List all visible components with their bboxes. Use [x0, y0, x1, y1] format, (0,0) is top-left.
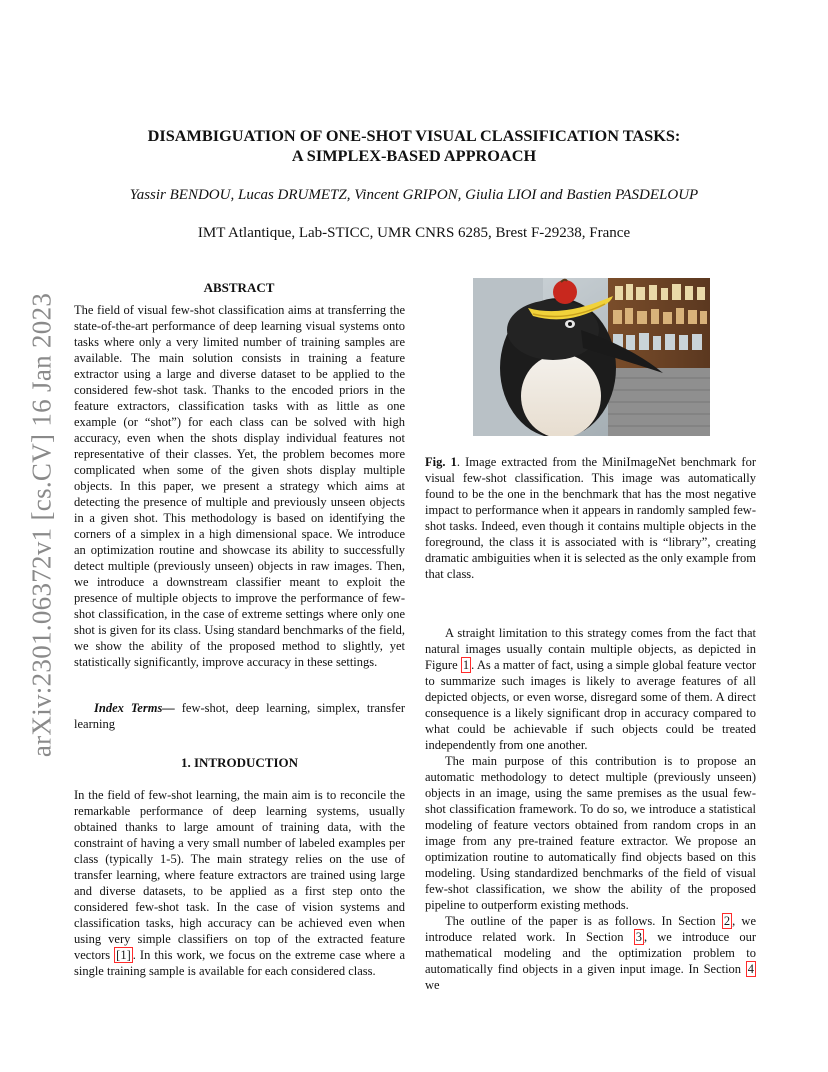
- arxiv-identifier: arXiv:2301.06372v1 [cs.CV] 16 Jan 2023: [26, 292, 57, 758]
- intro-text-a: In the field of few-shot learning, the main aim is to reconcile the remarkable performance of deep learning systems, usually obtained thanks to large amount of training data, with the constraint of having a very small number of labeled examples per class (typically 1-5). The main strategy relies on the use of transfer learning, where feature extractors are trained using large and diverse datasets, to be applied as a first step onto the considered few-shot task. In the case of vision systems and classification tasks, high accuracy can be achieved even when using very simple classifiers on top of the extracted feature vectors: [74, 788, 405, 962]
- section-ref-link-3[interactable]: 3: [635, 930, 642, 944]
- index-terms-text: few-shot, deep learning, simplex, transfer learning: [74, 701, 405, 731]
- right-column-body: [425, 625, 756, 993]
- paragraph-3: [425, 913, 756, 993]
- intro-text-b: . In this work, we focus on the extreme case where a single training sample is available for each considered class.: [74, 948, 405, 978]
- p3-text-b: , we introduce related work. In Section: [425, 914, 757, 944]
- introduction-body: [74, 787, 405, 979]
- arxiv-sidebar: [22, 290, 62, 760]
- introduction-heading: 1. INTRODUCTION: [180, 755, 298, 770]
- author-list: Yassir BENDOU, Lucas DRUMETZ, Vincent GRIPON, Giulia LIOI and Bastien PASDELOUP: [129, 187, 699, 203]
- abstract-text: The field of visual few-shot classification aims at transferring the state-of-the-art performance of deep learning visual systems onto tasks where only a very limited number of training samples are available. The main solution consists in training a feature extractor using a large and diverse dataset to be applied to the considered few-shot task. Thanks to the encoded priors in the feature extractors, classification tasks with as little as one example (or “shot”) for each class can be solved with high accuracy, even when the shots display individual features not representative of their classes. Yet, the problem becomes more complicated when some of the given shots display multiple objects. In this paper, we present a strategy which aims at detecting the presence of multiple and previously unseen objects in a given shot. This methodology is based on identifying the corners of a simplex in a high dimensional space. We introduce an optimization routine and showcase its ability to successfully detect multiple (previously unseen) objects in raw images. Then, we introduce a downstream classifier meant to exploit the presence of multiple objects to improve the performance of few-shot classification, in the case of extreme settings where only one shot is given for its class. Using standard benchmarks of the field, we show the ability of the proposed method to slightly, yet statistically significantly, improve accuracy in these settings.: [74, 303, 405, 669]
- affiliation: IMT Atlantique, Lab-STICC, UMR CNRS 6285, Brest F-29238, France: [197, 225, 631, 241]
- paper-title: [90, 126, 738, 166]
- p1-text-b: . As a matter of fact, using a simple global feature vector to summarize such images is likely to average features of all depicted objects, or even worse, disregard some of them. A direct consequence is a likely significant drop in accuracy compared to what could be achievable if such objects could be treated independently from one another.: [425, 658, 756, 752]
- title-line-2: A SIMPLEX-BASED APPROACH: [291, 146, 537, 165]
- abstract-heading: ABSTRACT: [203, 280, 275, 295]
- p3-text-c: , we introduce our mathematical modeling and the optimization problem to automatically find objects in a given input image. In Section: [425, 930, 756, 976]
- figure-1-caption: [425, 454, 756, 582]
- section-ref-link-4[interactable]: 4: [747, 962, 754, 976]
- title-line-1: DISAMBIGUATION OF ONE-SHOT VISUAL CLASSIFICATION TASKS:: [147, 126, 681, 145]
- index-terms: [74, 700, 405, 732]
- p3-text-a: The outline of the paper is as follows. In Section: [445, 914, 722, 928]
- penguin-photo: [473, 278, 710, 436]
- figure-label: Fig. 1: [425, 455, 457, 469]
- p1-text-a: A straight limitation to this strategy comes from the fact that natural images usually contain multiple objects, as depicted in Figure: [425, 626, 756, 672]
- p3-text-d: we: [425, 978, 440, 992]
- caption-text: . Image extracted from the MiniImageNet benchmark for visual few-shot classification. This image was automatically found to be the one in the benchmark that has the most negative impact to performance when it appears in randomly sampled few-shot tasks. Indeed, even though it contains multiple objects in the foreground, the class it is associated with is “library”, creating dramatic ambiguities when it is selected as the only example from that class.: [425, 455, 757, 581]
- figure-ref-link[interactable]: 1: [462, 658, 470, 672]
- abstract-body: [74, 302, 405, 670]
- figure-1-image: [473, 278, 710, 436]
- citation-link-1[interactable]: [1]: [116, 948, 131, 962]
- paragraph-1: [425, 625, 756, 753]
- paragraph-2: The main purpose of this contribution is to propose an automatic methodology to detect multiple (previously unseen) objects in an image, using the same premises as the usual few-shot classification framework. To do so, we introduce a statistical modeling of feature vectors obtained from random crops in an image from any pre-trained feature extractor. We propose an optimization routine to automatically find objects based on this modeling. Using standardized benchmarks of the field of visual few-shot classification, we show the ability of the proposed pipeline to outperform existing methods.: [425, 754, 756, 912]
- index-terms-label: Index Terms—: [94, 701, 175, 715]
- section-ref-link-2[interactable]: 2: [723, 914, 731, 928]
